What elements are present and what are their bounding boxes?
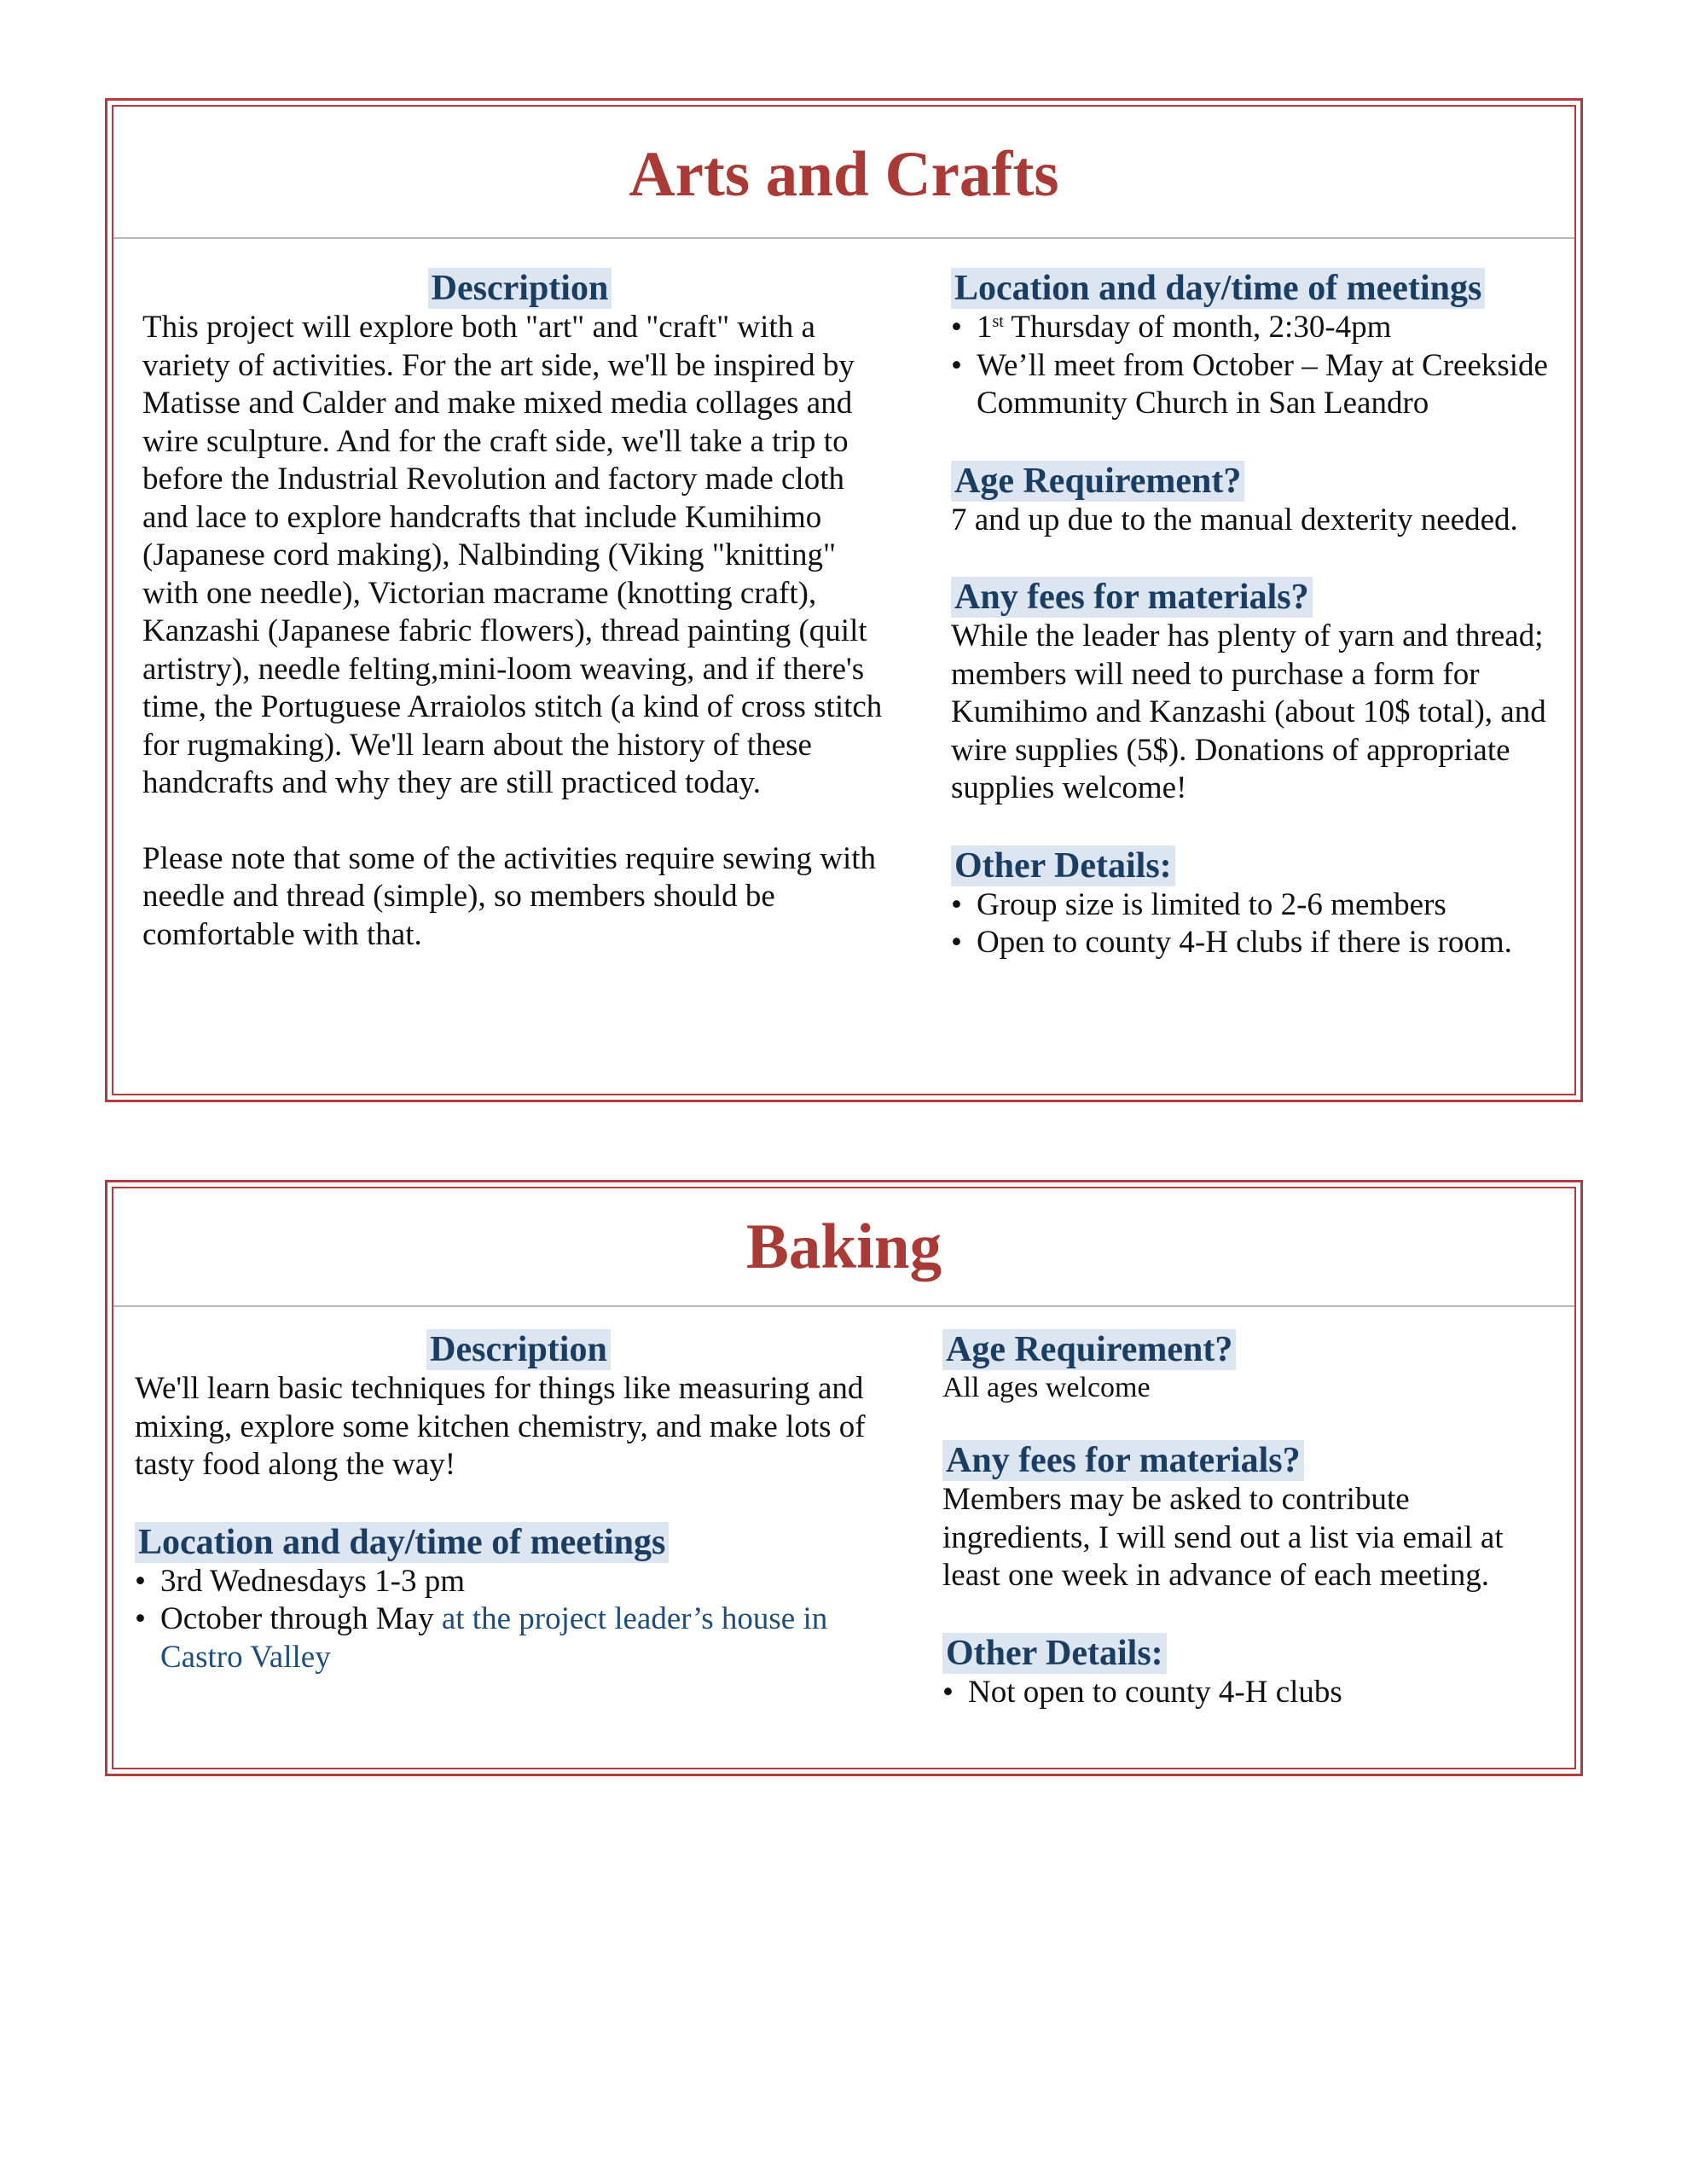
spacer [951, 423, 1565, 461]
arts-age-heading: Age Requirement? [951, 461, 1244, 502]
arts-right-column [951, 239, 1565, 962]
spacer [142, 803, 897, 840]
spacer [951, 808, 1565, 845]
other-detail-text: Group size is limited to 2-6 members [977, 886, 1446, 922]
bullet-icon: • [135, 1563, 146, 1599]
arts-fees-heading: Any fees for materials? [951, 577, 1313, 618]
baking-location-list [135, 1563, 902, 1677]
ordinal-suffix: st [992, 312, 1004, 331]
arts-crafts-card [105, 98, 1583, 1102]
list-item [951, 924, 1565, 962]
bullet-icon: • [951, 886, 962, 922]
list-item [951, 886, 1565, 925]
baking-description-heading: Description [426, 1329, 611, 1370]
arts-title: Arts and Crafts [629, 139, 1059, 210]
baking-title: Baking [745, 1211, 942, 1282]
arts-description-paragraph-2: Please note that some of the activities require sewing with needle and thread (simple), so members should be comfortable with that. [142, 840, 877, 952]
other-detail-text: Open to county 4-H clubs if there is room. [977, 925, 1512, 960]
arts-description-heading-wrap [142, 268, 897, 309]
baking-card [105, 1180, 1583, 1776]
baking-right-column [942, 1307, 1565, 1711]
bullet-icon: • [951, 347, 962, 383]
baking-age-text: All ages welcome [942, 1372, 1151, 1403]
spacer [942, 1595, 1565, 1633]
bullet-icon: • [942, 1674, 954, 1710]
meeting-time-text: Thursday of month, 2:30-4pm [1003, 310, 1392, 345]
arts-left-column [142, 239, 897, 954]
list-item [951, 309, 1565, 347]
baking-fees-heading: Any fees for materials? [942, 1440, 1304, 1481]
baking-location-heading: Location and day/time of meetings [135, 1522, 669, 1563]
meeting-months-text: October through May [160, 1601, 442, 1636]
baking-left-column [135, 1307, 902, 1676]
baking-description-heading-wrap [135, 1329, 902, 1370]
meeting-time-text: 3rd Wednesdays 1-3 pm [160, 1563, 466, 1599]
meeting-location-text: We’ll meet from October – May at Creekside Community Church in San Leandro [977, 347, 1548, 421]
spacer [942, 1406, 1565, 1440]
list-item [135, 1600, 902, 1676]
arts-other-list [951, 886, 1565, 962]
arts-description-heading: Description [428, 268, 612, 309]
baking-title-row [113, 1188, 1574, 1307]
arts-title-row [113, 107, 1574, 239]
baking-card-inner [112, 1187, 1576, 1769]
list-item [951, 347, 1565, 423]
baking-other-list [942, 1674, 1565, 1712]
meeting-location-text: at the project leader’s house in Castro Valley [160, 1601, 828, 1675]
arts-other-heading: Other Details: [951, 845, 1175, 886]
arts-fees-text: While the leader has plenty of yarn and thread; members will need to purchase a form for Kumihimo and Kanzashi (about 10$ total), and wire supplies (5$). Donations of appropriate supplies welcome! [951, 619, 1546, 805]
arts-location-list [951, 309, 1565, 423]
other-detail-text: Not open to county 4-H clubs [968, 1674, 1342, 1710]
bullet-icon: • [951, 925, 962, 960]
baking-fees-text: Members may be asked to contribute ingredients, I will send out a list via email at least one week in advance of each meeting. [942, 1482, 1504, 1593]
spacer [135, 1484, 902, 1522]
baking-description-text: We'll learn basic techniques for things like measuring and mixing, explore some kitchen chemistry, and make lots of tasty food along the way! [135, 1371, 866, 1482]
list-item [135, 1563, 902, 1601]
spacer [951, 539, 1565, 577]
arts-crafts-card-inner [112, 105, 1576, 1095]
arts-age-text: 7 and up due to the manual dexterity needed. [951, 502, 1518, 537]
ordinal-number: 1 [977, 310, 993, 345]
bullet-icon: • [135, 1601, 146, 1636]
baking-other-heading: Other Details: [942, 1633, 1167, 1674]
bullet-icon: • [951, 310, 962, 345]
list-item [942, 1674, 1565, 1712]
baking-age-heading: Age Requirement? [942, 1329, 1236, 1370]
arts-location-heading: Location and day/time of meetings [951, 268, 1485, 309]
arts-description-paragraph-1: This project will explore both "art" and "craft" with a variety of activities. For the art side, we'll be inspired by Matisse and Calder and make mixed media collages and wire sculpture. And for the craft side, we'll take a trip to before the Industrial Revolution and factory made cloth and lace to explore handcrafts that include Kumihimo (Japanese cord making), Nalbinding (Viking "knitting" with one needle), Victorian macrame (knotting craft), Kanzashi (Japanese fabric flowers), thread painting (quilt artistry), needle felting,mini-loom weaving, and if there's time, the Portuguese Arraiolos stitch (a kind of cross stitch for rugmaking). We'll learn about the history of these handcrafts and why they are still practiced today. [142, 310, 883, 800]
